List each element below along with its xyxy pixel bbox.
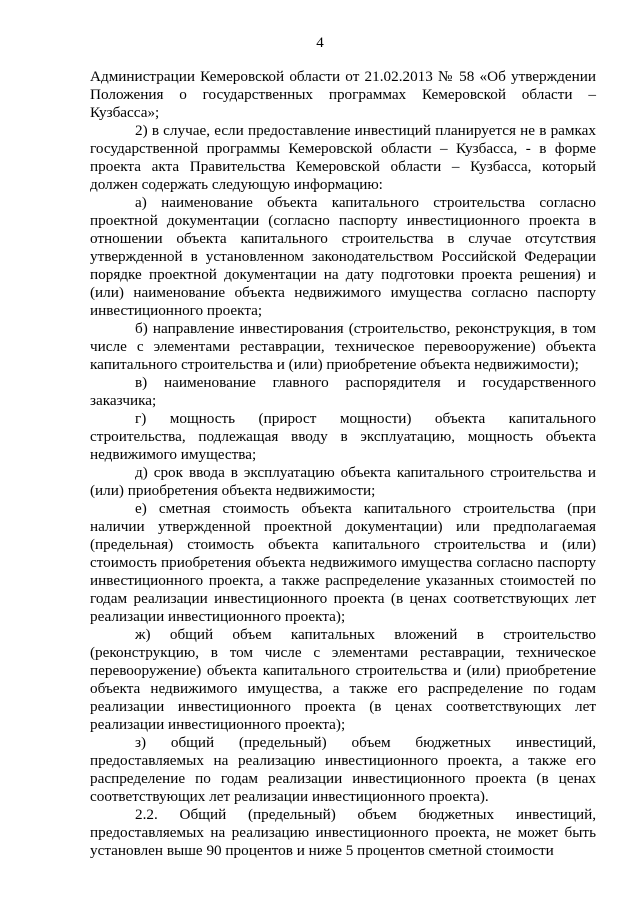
page-number: 4 [316, 35, 324, 51]
paragraph-subitem-zh: ж) общий объем капитальных вложений в строительство (реконструкцию, в том числе с элементами реставрации, техническое перевооружение) объекта капитального строительства и (или) приобретение объекта недвижимого имущества, а также его распределение по годам реализации инвестиционного проекта (в ценах соответствующих лет реализации инвестиционного проекта); [90, 626, 596, 733]
paragraph-item-2: 2) в случае, если предоставление инвестиций планируется не в рамках государственной программы Кемеровской области – Кузбасса, - в форме проекта акта Правительства Кемеровской области – Кузбасса, который должен содержать следующую информацию: [90, 122, 596, 193]
paragraph-subitem-v: в) наименование главного распорядителя и государственного заказчика; [90, 374, 596, 409]
paragraph-subitem-d: д) срок ввода в эксплуатацию объекта капитального строительства и (или) приобретения объекта недвижимости; [90, 464, 596, 499]
paragraph-section-2-2: 2.2. Общий (предельный) объем бюджетных инвестиций, предоставляемых на реализацию инвестиционного проекта, не может быть установлен выше 90 процентов и ниже 5 процентов сметной стоимости [90, 806, 596, 859]
document-body [90, 68, 596, 860]
paragraph-subitem-z: з) общий (предельный) объем бюджетных инвестиций, предоставляемых на реализацию инвестиционного проекта, а также его распределение по годам реализации инвестиционного проекта (в ценах соответствующих лет реализации инвестиционного проекта). [90, 734, 596, 805]
paragraph-subitem-a: а) наименование объекта капитального строительства согласно проектной документации (согласно паспорту инвестиционного проекта в отношении объекта капитального строительства в случае отсутствия утвержденной в установленном законодательством Российской Федерации порядке проектной документации на дату подготовки проекта решения) и (или) наименование объекта недвижимого имущества согласно паспорту инвестиционного проекта; [90, 194, 596, 319]
paragraph-subitem-e: е) сметная стоимость объекта капитального строительства (при наличии утвержденной проектной документации) или предполагаемая (предельная) стоимость объекта капитального строительства и (или) стоимость приобретения объекта недвижимого имущества согласно паспорту инвестиционного проекта, а также распределение указанных стоимостей по годам реализации инвестиционного проекта (в ценах соответствующих лет реализации инвестиционного проекта); [90, 500, 596, 625]
paragraph-subitem-b: б) направление инвестирования (строительство, реконструкция, в том числе с элементами реставрации, техническое перевооружение) объекта капитального строительства и (или) приобретение объекта недвижимости); [90, 320, 596, 373]
paragraph-continuation: Администрации Кемеровской области от 21.02.2013 № 58 «Об утверждении Положения о государственных программах Кемеровской области – Кузбасса»; [90, 68, 596, 121]
paragraph-subitem-g: г) мощность (прирост мощности) объекта капитального строительства, подлежащая вводу в эксплуатацию, мощность объекта недвижимого имущества; [90, 410, 596, 463]
